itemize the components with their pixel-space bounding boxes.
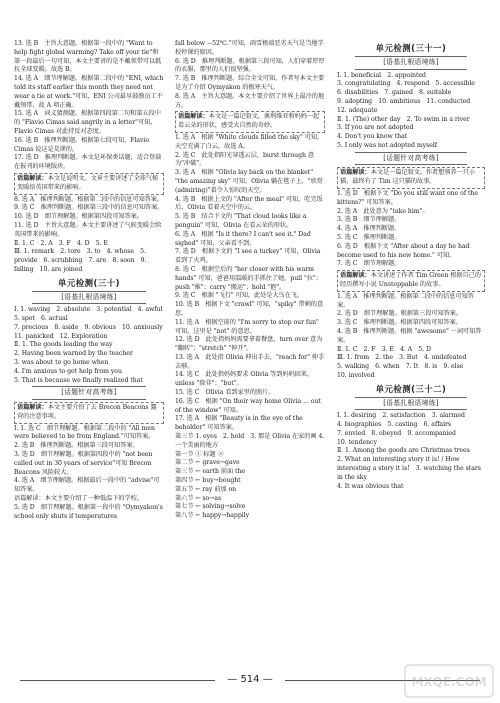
answer-line: 4. 选 A 推理判断题。 [337, 225, 401, 233]
vocab-answers [337, 72, 485, 151]
subsection-title: [话题针对高考练] [32, 386, 146, 400]
answer-line: 4. It was obvious that [337, 482, 404, 490]
analysis-text: 语篇解读：本文讲述了作者 Tim Green 根据自己的经历撰写小说 Unstoppable 的故事。 [340, 272, 481, 288]
answer-line: 7. 选 D 根据下文的 "I see a turkey" 可知，Olivia 看到了火鸡。 [175, 248, 321, 265]
answers-block-mid [337, 190, 485, 269]
answer-line: 第六节 ← so→as [175, 494, 222, 502]
answer-line: 9. 选 C 根据 "飞行" 可知，此处是大鸟在飞。 [175, 292, 304, 300]
analysis-label: 语篇解读： [340, 169, 371, 177]
analysis-text: 语篇解读：本文是说明文。文章主要讲述了全球气候变暖给英国带来的影响。 [17, 174, 159, 191]
answer-line: 1. 选 A 根据 "White clouds filled the sky" 可知，天空充满了白云，故选 A。 [175, 133, 324, 150]
answer-line: 6. 选 D 根据下文 "After about a day he had become used to his new home." 可知。 [337, 242, 470, 259]
answers-block-mid [14, 196, 164, 275]
answer-line: 7. 选 C 细节理解题。 [337, 260, 401, 268]
answer-line: 8. 选 A 主旨大意题。本文主要介绍了世界上最冷的地方。 [175, 92, 325, 109]
answer-line: 8. 选 C 根据空后的 "her closer with his warm hands" 可知，爸爸用温暖的手抓住了她，pull "拉"；push "推"；carry "搬运"；hold "抱"。 [175, 265, 322, 291]
column-middle [175, 40, 325, 521]
answer-line: 14. 选 A 细节理解题。根据第二段中的 "ENI, which told its staff earlier this month they need not wear a tie at work."可知，ENI 公司最早鼓励员工不戴领带，故 A 项正确。 [14, 75, 164, 109]
analysis-label: 语篇解读： [17, 404, 48, 412]
section-title: 单元检测(三十二) [375, 383, 447, 394]
analysis-text: 语篇解读：本文是一篇记叙文。作者想领养一只小猫，最终有了 Tim 这只猫的故事。 [340, 169, 476, 186]
answer-line: Ⅱ. 1. C 2. A 3. F 4. D 5. E [14, 239, 108, 247]
answer-line: Ⅰ. 1. desiring 2. satisfaction 3. alarmed [337, 412, 465, 420]
vocab-answers [337, 412, 485, 491]
answer-line: 3. 选 A 根据 "Olivia lay back on the blanket" "the amazing sky" 可知，Olivia 躺在毯子上，"欣赏(admiring)"着令人惊叹的天空。 [175, 169, 323, 194]
watermark-logo [404, 664, 494, 698]
answer-line: Ⅱ. 1. Among the goods are Christmas trees [337, 447, 470, 455]
answer-line: 16. 选 C 根据 "On their way home Olivia ... out of the window" 可知。 [175, 397, 321, 414]
answer-line: 7. envied 8. obeyed 9. accompanied [337, 429, 456, 437]
answer-line: 10. 选 B 根据下文 "crawl" 可知，"spiky" 带刺的意思。 [175, 301, 323, 317]
answer-line: 5. 选 C 推理判断题。 [337, 233, 401, 241]
analysis-text: 语篇解读：本文主要介绍了去 Brecon Beacons 露营的注意事项。 [17, 404, 157, 420]
answer-line: 第八节 ← happy→happily [175, 512, 250, 520]
subsection-title: [语基扎根语境练] [32, 291, 146, 305]
passage-analysis-box [337, 167, 485, 189]
answer-line: 1. 选 A 推理判断题。根据第二段中的信息可知答案。 [337, 292, 474, 309]
answer-line: 3. congratulating 4. respond 5. accessible [337, 80, 475, 88]
answer-line: 13. 选 B 主旨大意题。根据第一段中的 "Want to help fight global warming? Take off your tie"和第一段最后一句可知，本文主要讲的是不戴领带可以抵抗全球变暖。故选 B。 [14, 40, 162, 74]
svg-text:MXQE.COM: MXQE.COM [411, 675, 487, 689]
answer-line: 第一节 ① 标题 ② [175, 450, 224, 458]
answer-line: 5. 选 B 结合下文的 "That cloud looks like a penguin" 可知，Olivia 在看云朵的形状。 [175, 213, 307, 229]
answer-line: 16. 选 B 推理判断题。根据第七段可知，Flavio Cimas 说这是荒谬的。 [14, 136, 150, 153]
answer-line: 1. 选 D 根据下文 "Do you still want one of the kittens?" 可知答案。 [337, 189, 478, 206]
answer-line: 7. 选 B 推理判断题。综合全文可知，作者写本文主要是为了介绍 Oymyakon 的极寒天气。 [175, 75, 325, 91]
correction-answers [175, 433, 325, 521]
analysis-label: 语篇解读： [178, 113, 209, 121]
answer-line: 10. involved [337, 371, 375, 379]
answer-line: 2. Having been warned by the teacher [14, 350, 133, 358]
answer-line: Ⅱ. 1. C 2. F 3. E 4. A 5. D [337, 345, 431, 353]
answer-line: 4. 选 A 细节理解题。根据最后一段中的 "advise"可知答案。 [14, 477, 160, 494]
passage-analysis-box [337, 270, 485, 292]
answer-line: 11. panicked 12. Exploration [14, 332, 108, 340]
subsection-title: [语基扎根语境练] [355, 397, 467, 411]
answer-line: 11. 选 D 主旨大意题。本文主要讲述了气候变暖会给英国带来的影响。 [14, 221, 162, 238]
answer-line: 第二节 ← grave→gave [175, 459, 240, 467]
answer-line: 3. was about to go home when [14, 359, 109, 367]
column-right [337, 40, 485, 491]
answer-line: 10. 选 D 细节理解题。根据第四段可知答案。 [14, 213, 143, 221]
answer-line: Ⅱ. 1. (The) other day 2. To swim in a river [337, 115, 470, 123]
passage-analysis-box [14, 402, 164, 424]
answer-line: 语篇解读：本文主要介绍了一种低温下的学校。 [14, 495, 143, 503]
answer-line: 4. 选 B 推理判断题。根据 "awesome" 一词可知答案。 [337, 327, 482, 344]
answer-line: 5. I only was not adopted myself [337, 141, 438, 149]
cloze-answers [175, 134, 325, 433]
answer-line: 14. 选 C 此处指妈妈要求 Olivia 等到妈妈回来，unless "除非"；"but"。 [175, 371, 314, 388]
subsection-title: [语基扎根语境练] [355, 56, 467, 70]
answer-line: 2. 选 A 此处意为 "take him"。 [337, 207, 429, 215]
answers-block-mid2 [337, 293, 485, 381]
answer-line: Ⅰ. 1. waving 2. absolute 3. potential 4. awful 5. spot 6. actual [14, 306, 169, 323]
analysis-label: 语篇解读： [17, 174, 48, 182]
answer-line: 2. 选 C 此处指阳光穿透云层，burst through 意为"冲破"。 [175, 151, 314, 168]
answer-line: 12. 选 D 此处指妈妈需要拿着餐盘，turn over 意为 "翻转"；"stretch" "伸开"。 [175, 336, 323, 353]
answers-block-bottom [14, 425, 164, 522]
answer-line: fall below −52℃."可知，雨雪极端恶劣天气是当地学校停课的原因。 [175, 40, 324, 56]
answer-line: 5. That is because we finally realized that [14, 376, 143, 384]
answer-line: 2. 选 D 细节理解题。根据第三段可知答案。 [337, 310, 463, 318]
page-number: — 514 — [227, 674, 273, 685]
answers-block-top [175, 40, 325, 110]
answer-line: 4. 选 B 根据上文的 "After the meal" 可知，吃完饭后，Olivia 看着天空中的云。 [175, 195, 323, 212]
answer-line: 2. What an interesting story it is! / How interesting a story it is! 3. watching the stars in the sky [337, 456, 481, 481]
answer-line: 5. 选 D 细节理解题。根据第一段中的 "Oymyakon's school only shuts if temperatures [14, 503, 163, 520]
answer-line: 15. 选 A 词义猜测题。根据第四段第二句和第五段中的 "Flavio Cimas said angrily in a letter"可知，Flavio Cimas 对此持反对态度。 [14, 110, 161, 135]
answer-line: 6. 选 D 推理判断题。根据第三段可知，人们穿着厚厚的衣服，那里的人们很坚强。 [175, 57, 325, 74]
answer-line: 3. If you are not adopted [337, 124, 414, 132]
answer-line: Ⅲ. 1. remark 2. tore 3. to 4. whose 5. provide 6. scrubbing 7. are 8. soon 9. falling 10. are joined [14, 248, 147, 273]
answer-line: 6. disabilities 7. gained 8. suitable [337, 89, 452, 97]
section-title: 单元检测(三十) [58, 277, 120, 288]
answer-line: 13. 选 A 此处指 Olivia 伸出手去，"reach for" 伸手去够。 [175, 353, 325, 370]
answer-line: 2. 选 B 推理判断题。根据第三段可知答案。 [14, 442, 139, 450]
answer-line: 8. 选 A 推理判断题。根据第二段中的信息可知答案。 [14, 195, 164, 203]
passage-analysis-box [175, 111, 325, 133]
answer-line: 4. biographies 5. casting 6. affairs [337, 421, 452, 429]
answer-line: 3. 选 C 推理判断题。根据第四段可知答案。 [337, 319, 462, 327]
answer-line: 17. 选 D 推理判断题。本文是环保类话题，适合登载在报刊的环境版块。 [14, 154, 162, 171]
answer-line: Ⅰ. 1. beneficial 2. appointed [337, 71, 426, 79]
column-left [14, 40, 169, 521]
answer-line: 3. 选 B 细节理解题。 [337, 216, 401, 224]
answer-line: 第三节 ← earth 前面 the [175, 468, 246, 476]
answer-line: Ⅱ. 1. The goods leading the way [14, 341, 113, 349]
answer-line: 11. 选 A 根据空前的 "I'm sorry to stop our fun" 可知，这里是 "not" 的意思。 [175, 318, 319, 335]
answer-line: 第七节 ← solving→solve [175, 503, 246, 511]
answer-line: 第五节 ← ray 前加 on [175, 485, 237, 493]
answer-line: 17. 选 A 根据 "Beauty is in the eye of the beholder" 可知答案。 [175, 415, 303, 432]
answer-line: 12. adequate [337, 106, 378, 114]
answer-line: 3. 选 D 细节理解题。根据第四段中的 "not been called out in 30 years of service"可知 Brecon Beacons 风险较大。 [14, 451, 153, 476]
answers-block-top [14, 40, 164, 172]
answer-line: 4. Don't you know that [337, 133, 408, 141]
answer-line: 15. 选 C Olivia 看到家里的照片。 [175, 389, 275, 397]
section-title: 单元检测(三十一) [375, 43, 447, 53]
subsection-title: [话题针对高考练] [355, 152, 467, 166]
answer-line: 第三节 1. eyes 2. hold 3. 那是 Olivia 在家的画 4. 一个美丽的地方 [175, 433, 325, 449]
answer-line: 第四节 ← buy→bought [175, 477, 241, 485]
vocab-answers [14, 306, 169, 385]
answer-line: Ⅰ. 1. 选 C 细节理解题。根据第二段中的 "All men were believed to be from England."可知答案。 [14, 424, 155, 441]
analysis-label: 语篇解读： [340, 272, 371, 280]
answer-line: 9. 选 C 推理判断题。根据第三段中的信息可知答案。 [14, 204, 164, 212]
passage-analysis-box [14, 173, 164, 195]
answer-line: 9. adopting 10. ambitious 11. conducted [337, 97, 471, 105]
analysis-text: 语篇解读：本文是一篇记叙文，奥利维亚和妈妈一起看云朵的形状，感受大自然的奇妙。 [178, 113, 320, 130]
answer-line: 10. tendency [337, 438, 377, 446]
answer-line: 6. 选 A 根据 "Is it there? I can't see it." Dad sighed" 可知，父亲看不到。 [175, 230, 311, 247]
answer-line: 7. precious 8. aside 9. obvious 10. anxiously [14, 323, 163, 331]
answer-line: 4. I'm anxious to get help from you [14, 367, 122, 375]
answer-line: 5. walking 6. when 7. It 8. is 9. else [337, 363, 464, 371]
answer-line: Ⅲ. 1. from 2. the 3. But 4. undefeated [337, 354, 467, 362]
